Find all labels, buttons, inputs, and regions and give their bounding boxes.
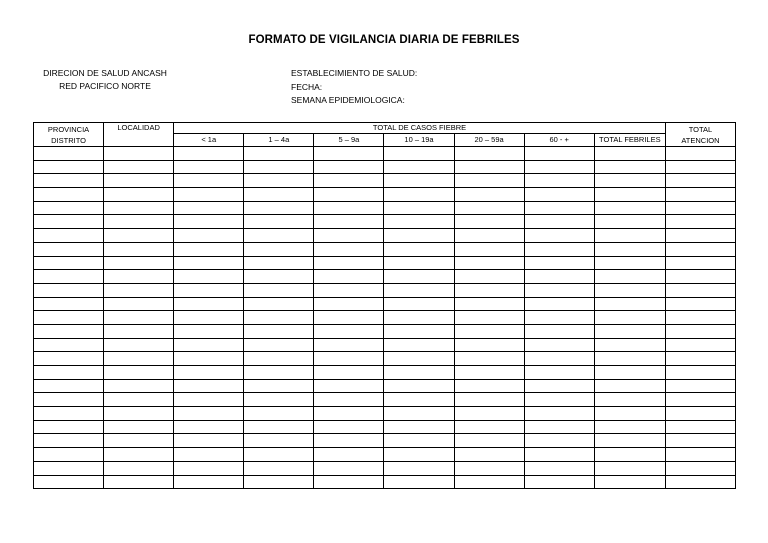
table-cell[interactable] (384, 256, 454, 270)
table-cell[interactable] (384, 283, 454, 297)
table-row (34, 174, 736, 188)
table-cell[interactable] (314, 160, 384, 174)
table-cell[interactable] (314, 448, 384, 462)
header-provincia-distrito (34, 123, 104, 147)
header-total-casos-fiebre: TOTAL DE CASOS FIEBRE (174, 123, 666, 134)
table-cell[interactable] (524, 448, 594, 462)
table-row (34, 366, 736, 380)
header-age-group: 5 – 9a (314, 134, 384, 147)
table-cell[interactable] (524, 352, 594, 366)
table-cell[interactable] (524, 434, 594, 448)
table-cell[interactable] (524, 201, 594, 215)
table-cell[interactable] (454, 448, 524, 462)
table-cell[interactable] (454, 201, 524, 215)
table-cell[interactable] (454, 147, 524, 161)
table-cell[interactable] (104, 311, 174, 325)
table-cell[interactable] (174, 229, 244, 243)
table-cell[interactable] (454, 229, 524, 243)
table-cell[interactable] (665, 420, 735, 434)
table-cell[interactable] (384, 338, 454, 352)
table-cell[interactable] (384, 366, 454, 380)
table-cell[interactable] (594, 297, 665, 311)
table-cell[interactable] (244, 270, 314, 284)
table-cell[interactable] (34, 461, 104, 475)
table-cell[interactable] (524, 461, 594, 475)
table-cell[interactable] (384, 434, 454, 448)
table-cell[interactable] (314, 147, 384, 161)
table-cell[interactable] (454, 215, 524, 229)
table-row (34, 147, 736, 161)
table-cell[interactable] (244, 201, 314, 215)
table-cell[interactable] (104, 420, 174, 434)
table-cell[interactable] (384, 147, 454, 161)
table-cell[interactable] (384, 393, 454, 407)
table-cell[interactable] (34, 147, 104, 161)
table-cell[interactable] (34, 338, 104, 352)
table-cell[interactable] (454, 324, 524, 338)
table-cell[interactable] (594, 407, 665, 421)
table-cell[interactable] (314, 434, 384, 448)
table-cell[interactable] (665, 188, 735, 202)
table-row (34, 448, 736, 462)
table-cell[interactable] (314, 338, 384, 352)
table-cell[interactable] (34, 352, 104, 366)
health-network-label: RED PACIFICO NORTE (59, 81, 151, 91)
establishment-info-block (291, 67, 417, 108)
table-cell[interactable] (524, 407, 594, 421)
table-cell[interactable] (244, 379, 314, 393)
table-cell[interactable] (34, 174, 104, 188)
table-cell[interactable] (174, 366, 244, 380)
table-cell[interactable] (244, 160, 314, 174)
table-cell[interactable] (454, 366, 524, 380)
table-row (34, 160, 736, 174)
table-cell[interactable] (454, 283, 524, 297)
table-cell[interactable] (594, 201, 665, 215)
table-cell[interactable] (34, 393, 104, 407)
table-cell[interactable] (174, 160, 244, 174)
table-cell[interactable] (384, 188, 454, 202)
table-cell[interactable] (454, 434, 524, 448)
table-cell[interactable] (174, 420, 244, 434)
table-cell[interactable] (34, 379, 104, 393)
table-cell[interactable] (665, 324, 735, 338)
table-cell[interactable] (594, 147, 665, 161)
table-cell[interactable] (454, 352, 524, 366)
table-row (34, 215, 736, 229)
table-row (34, 242, 736, 256)
table-cell[interactable] (244, 311, 314, 325)
table-row (34, 188, 736, 202)
table-cell[interactable] (524, 366, 594, 380)
document-title: FORMATO DE VIGILANCIA DIARIA DE FEBRILES (248, 34, 520, 46)
table-cell[interactable] (174, 407, 244, 421)
table-cell[interactable] (104, 448, 174, 462)
table-cell[interactable] (174, 324, 244, 338)
table-cell[interactable] (384, 352, 454, 366)
table-cell[interactable] (524, 283, 594, 297)
health-directorate-block (40, 67, 170, 93)
table-cell[interactable] (314, 229, 384, 243)
table-cell[interactable] (594, 420, 665, 434)
table-cell[interactable] (104, 352, 174, 366)
table-cell[interactable] (314, 242, 384, 256)
table-cell[interactable] (314, 379, 384, 393)
table-cell[interactable] (524, 297, 594, 311)
table-cell[interactable] (174, 174, 244, 188)
table-cell[interactable] (34, 297, 104, 311)
table-cell[interactable] (174, 215, 244, 229)
table-cell[interactable] (104, 393, 174, 407)
table-cell[interactable] (104, 229, 174, 243)
table-cell[interactable] (314, 283, 384, 297)
table-cell[interactable] (524, 242, 594, 256)
table-cell[interactable] (384, 229, 454, 243)
table-cell[interactable] (34, 160, 104, 174)
table-cell[interactable] (665, 366, 735, 380)
table-cell[interactable] (34, 407, 104, 421)
table-cell[interactable] (34, 324, 104, 338)
table-cell[interactable] (524, 270, 594, 284)
table-cell[interactable] (104, 366, 174, 380)
table-cell[interactable] (34, 475, 104, 489)
table-cell[interactable] (524, 229, 594, 243)
table-row (34, 393, 736, 407)
table-cell[interactable] (594, 393, 665, 407)
table-cell[interactable] (594, 379, 665, 393)
table-cell[interactable] (665, 311, 735, 325)
header-total: TOTAL (688, 124, 713, 134)
table-cell[interactable] (314, 475, 384, 489)
table-cell[interactable] (174, 283, 244, 297)
table-cell[interactable] (454, 475, 524, 489)
table-cell[interactable] (454, 461, 524, 475)
table-cell[interactable] (594, 434, 665, 448)
table-cell[interactable] (174, 242, 244, 256)
table-cell[interactable] (594, 461, 665, 475)
table-cell[interactable] (384, 475, 454, 489)
table-cell[interactable] (594, 160, 665, 174)
table-cell[interactable] (244, 420, 314, 434)
table-cell[interactable] (244, 242, 314, 256)
table-cell[interactable] (384, 270, 454, 284)
table-cell[interactable] (594, 324, 665, 338)
table-cell[interactable] (244, 448, 314, 462)
table-cell[interactable] (104, 434, 174, 448)
table-cell[interactable] (594, 448, 665, 462)
table-cell[interactable] (104, 147, 174, 161)
table-cell[interactable] (104, 188, 174, 202)
table-cell[interactable] (34, 420, 104, 434)
table-row (34, 229, 736, 243)
table-cell[interactable] (454, 256, 524, 270)
table-cell[interactable] (34, 448, 104, 462)
table-cell[interactable] (665, 201, 735, 215)
table-cell[interactable] (454, 338, 524, 352)
table-cell[interactable] (314, 461, 384, 475)
table-cell[interactable] (665, 174, 735, 188)
table-cell[interactable] (384, 448, 454, 462)
table-cell[interactable] (174, 338, 244, 352)
header-age-group: < 1a (174, 134, 244, 147)
table-cell[interactable] (244, 229, 314, 243)
table-cell[interactable] (244, 475, 314, 489)
table-cell[interactable] (665, 297, 735, 311)
table-cell[interactable] (594, 475, 665, 489)
table-cell[interactable] (454, 393, 524, 407)
table-cell[interactable] (34, 366, 104, 380)
table-cell[interactable] (174, 379, 244, 393)
table-cell[interactable] (34, 434, 104, 448)
header-age-group: 60 - + (524, 134, 594, 147)
header-age-group: 20 – 59a (454, 134, 524, 147)
table-cell[interactable] (104, 201, 174, 215)
table-cell[interactable] (524, 475, 594, 489)
table-cell[interactable] (594, 270, 665, 284)
table-cell[interactable] (454, 188, 524, 202)
table-cell[interactable] (104, 270, 174, 284)
header-age-group: 1 – 4a (244, 134, 314, 147)
table-cell[interactable] (454, 174, 524, 188)
header-age-group: 10 – 19a (384, 134, 454, 147)
table-cell[interactable] (594, 256, 665, 270)
table-cell[interactable] (104, 475, 174, 489)
table-cell[interactable] (174, 434, 244, 448)
table-row (34, 420, 736, 434)
table-cell[interactable] (244, 352, 314, 366)
table-cell[interactable] (174, 188, 244, 202)
table-cell[interactable] (34, 188, 104, 202)
table-cell[interactable] (524, 188, 594, 202)
table-row (34, 256, 736, 270)
health-directorate-label: DIRECION DE SALUD ANCASH (43, 68, 167, 78)
table-cell[interactable] (594, 242, 665, 256)
table-cell[interactable] (314, 366, 384, 380)
table-cell[interactable] (384, 324, 454, 338)
table-cell[interactable] (454, 297, 524, 311)
table-cell[interactable] (174, 448, 244, 462)
table-cell[interactable] (244, 366, 314, 380)
table-cell[interactable] (244, 461, 314, 475)
table-cell[interactable] (524, 338, 594, 352)
table-cell[interactable] (104, 160, 174, 174)
table-cell[interactable] (314, 407, 384, 421)
header-atencion: ATENCION (681, 135, 720, 145)
table-cell[interactable] (454, 160, 524, 174)
table-cell[interactable] (314, 201, 384, 215)
table-cell[interactable] (665, 448, 735, 462)
table-cell[interactable] (34, 215, 104, 229)
table-cell[interactable] (314, 215, 384, 229)
table-cell[interactable] (665, 242, 735, 256)
table-row (34, 324, 736, 338)
table-cell[interactable] (454, 407, 524, 421)
table-cell[interactable] (594, 311, 665, 325)
table-cell[interactable] (384, 461, 454, 475)
header-total-atencion (665, 123, 735, 147)
table-cell[interactable] (665, 229, 735, 243)
table-cell[interactable] (314, 256, 384, 270)
table-cell[interactable] (384, 201, 454, 215)
table-row (34, 475, 736, 489)
table-cell[interactable] (314, 420, 384, 434)
table-cell[interactable] (454, 379, 524, 393)
table-cell[interactable] (665, 256, 735, 270)
table-cell[interactable] (244, 174, 314, 188)
table-cell[interactable] (665, 475, 735, 489)
table-cell[interactable] (174, 256, 244, 270)
header-age-group: TOTAL FEBRILES (594, 134, 665, 147)
febrile-surveillance-table (33, 122, 736, 489)
table-cell[interactable] (384, 215, 454, 229)
table-cell[interactable] (665, 270, 735, 284)
table-cell[interactable] (665, 283, 735, 297)
table-cell[interactable] (665, 338, 735, 352)
table-cell[interactable] (244, 147, 314, 161)
table-cell[interactable] (104, 461, 174, 475)
table-cell[interactable] (524, 174, 594, 188)
table-cell[interactable] (524, 393, 594, 407)
table-cell[interactable] (594, 352, 665, 366)
table-cell[interactable] (314, 311, 384, 325)
table-cell[interactable] (594, 188, 665, 202)
table-cell[interactable] (34, 283, 104, 297)
table-cell[interactable] (314, 188, 384, 202)
table-cell[interactable] (244, 434, 314, 448)
table-cell[interactable] (665, 407, 735, 421)
table-cell[interactable] (244, 256, 314, 270)
establishment-label: ESTABLECIMIENTO DE SALUD: (291, 68, 418, 78)
table-cell[interactable] (244, 324, 314, 338)
header-distrito: DISTRITO (51, 135, 86, 145)
table-row (34, 283, 736, 297)
table-cell[interactable] (665, 147, 735, 161)
table-row (34, 338, 736, 352)
table-cell[interactable] (665, 393, 735, 407)
table-cell[interactable] (174, 475, 244, 489)
table-cell[interactable] (524, 160, 594, 174)
table-cell[interactable] (314, 270, 384, 284)
table-row (34, 297, 736, 311)
table-cell[interactable] (104, 297, 174, 311)
table-cell[interactable] (34, 256, 104, 270)
table-cell[interactable] (314, 393, 384, 407)
table-cell[interactable] (104, 174, 174, 188)
table-cell[interactable] (314, 352, 384, 366)
table-cell[interactable] (34, 201, 104, 215)
table-cell[interactable] (34, 242, 104, 256)
table-cell[interactable] (665, 379, 735, 393)
table-cell[interactable] (524, 379, 594, 393)
table-cell[interactable] (594, 229, 665, 243)
table-cell[interactable] (384, 407, 454, 421)
table-cell[interactable] (314, 297, 384, 311)
table-cell[interactable] (34, 311, 104, 325)
table-cell[interactable] (104, 283, 174, 297)
table-cell[interactable] (384, 174, 454, 188)
table-cell[interactable] (174, 311, 244, 325)
table-cell[interactable] (244, 215, 314, 229)
table-cell[interactable] (454, 311, 524, 325)
table-cell[interactable] (174, 270, 244, 284)
table-cell[interactable] (384, 297, 454, 311)
table-row (34, 434, 736, 448)
table-cell[interactable] (174, 147, 244, 161)
table-cell[interactable] (524, 147, 594, 161)
table-cell[interactable] (244, 297, 314, 311)
table-cell[interactable] (104, 407, 174, 421)
table-cell[interactable] (104, 256, 174, 270)
table-cell[interactable] (174, 297, 244, 311)
table-cell[interactable] (104, 379, 174, 393)
table-cell[interactable] (524, 215, 594, 229)
table-cell[interactable] (174, 352, 244, 366)
table-cell[interactable] (594, 174, 665, 188)
table-cell[interactable] (594, 338, 665, 352)
table-cell[interactable] (524, 256, 594, 270)
table-cell[interactable] (34, 229, 104, 243)
table-cell[interactable] (524, 420, 594, 434)
table-cell[interactable] (244, 407, 314, 421)
table-cell[interactable] (454, 242, 524, 256)
table-cell[interactable] (384, 160, 454, 174)
table-cell[interactable] (665, 461, 735, 475)
table-cell[interactable] (594, 366, 665, 380)
table-cell[interactable] (174, 393, 244, 407)
table-cell[interactable] (384, 311, 454, 325)
header-localidad: LOCALIDAD (104, 123, 174, 147)
table-cell[interactable] (665, 352, 735, 366)
table-cell[interactable] (34, 270, 104, 284)
table-row (34, 407, 736, 421)
table-cell[interactable] (594, 283, 665, 297)
table-cell[interactable] (384, 379, 454, 393)
header-provincia: PROVINCIA (47, 124, 90, 134)
table-cell[interactable] (665, 434, 735, 448)
table-row (34, 270, 736, 284)
table-cell[interactable] (524, 324, 594, 338)
table-row (34, 461, 736, 475)
table-cell[interactable] (665, 160, 735, 174)
table-cell[interactable] (104, 324, 174, 338)
table-cell[interactable] (454, 270, 524, 284)
table-cell[interactable] (244, 188, 314, 202)
table-row (34, 379, 736, 393)
table-cell[interactable] (104, 215, 174, 229)
table-cell[interactable] (174, 201, 244, 215)
table-cell[interactable] (104, 242, 174, 256)
table-row (34, 311, 736, 325)
table-cell[interactable] (244, 393, 314, 407)
table-row (34, 201, 736, 215)
table-cell[interactable] (384, 420, 454, 434)
table-cell[interactable] (384, 242, 454, 256)
table-cell[interactable] (524, 311, 594, 325)
table-cell[interactable] (174, 461, 244, 475)
table-cell[interactable] (314, 324, 384, 338)
table-cell[interactable] (454, 420, 524, 434)
date-label: FECHA: (291, 81, 323, 92)
table-cell[interactable] (314, 174, 384, 188)
table-cell[interactable] (665, 215, 735, 229)
table-cell[interactable] (594, 215, 665, 229)
table-cell[interactable] (244, 283, 314, 297)
table-row (34, 352, 736, 366)
table-cell[interactable] (104, 338, 174, 352)
table-cell[interactable] (244, 338, 314, 352)
epi-week-label: SEMANA EPIDEMIOLOGICA: (291, 95, 405, 105)
